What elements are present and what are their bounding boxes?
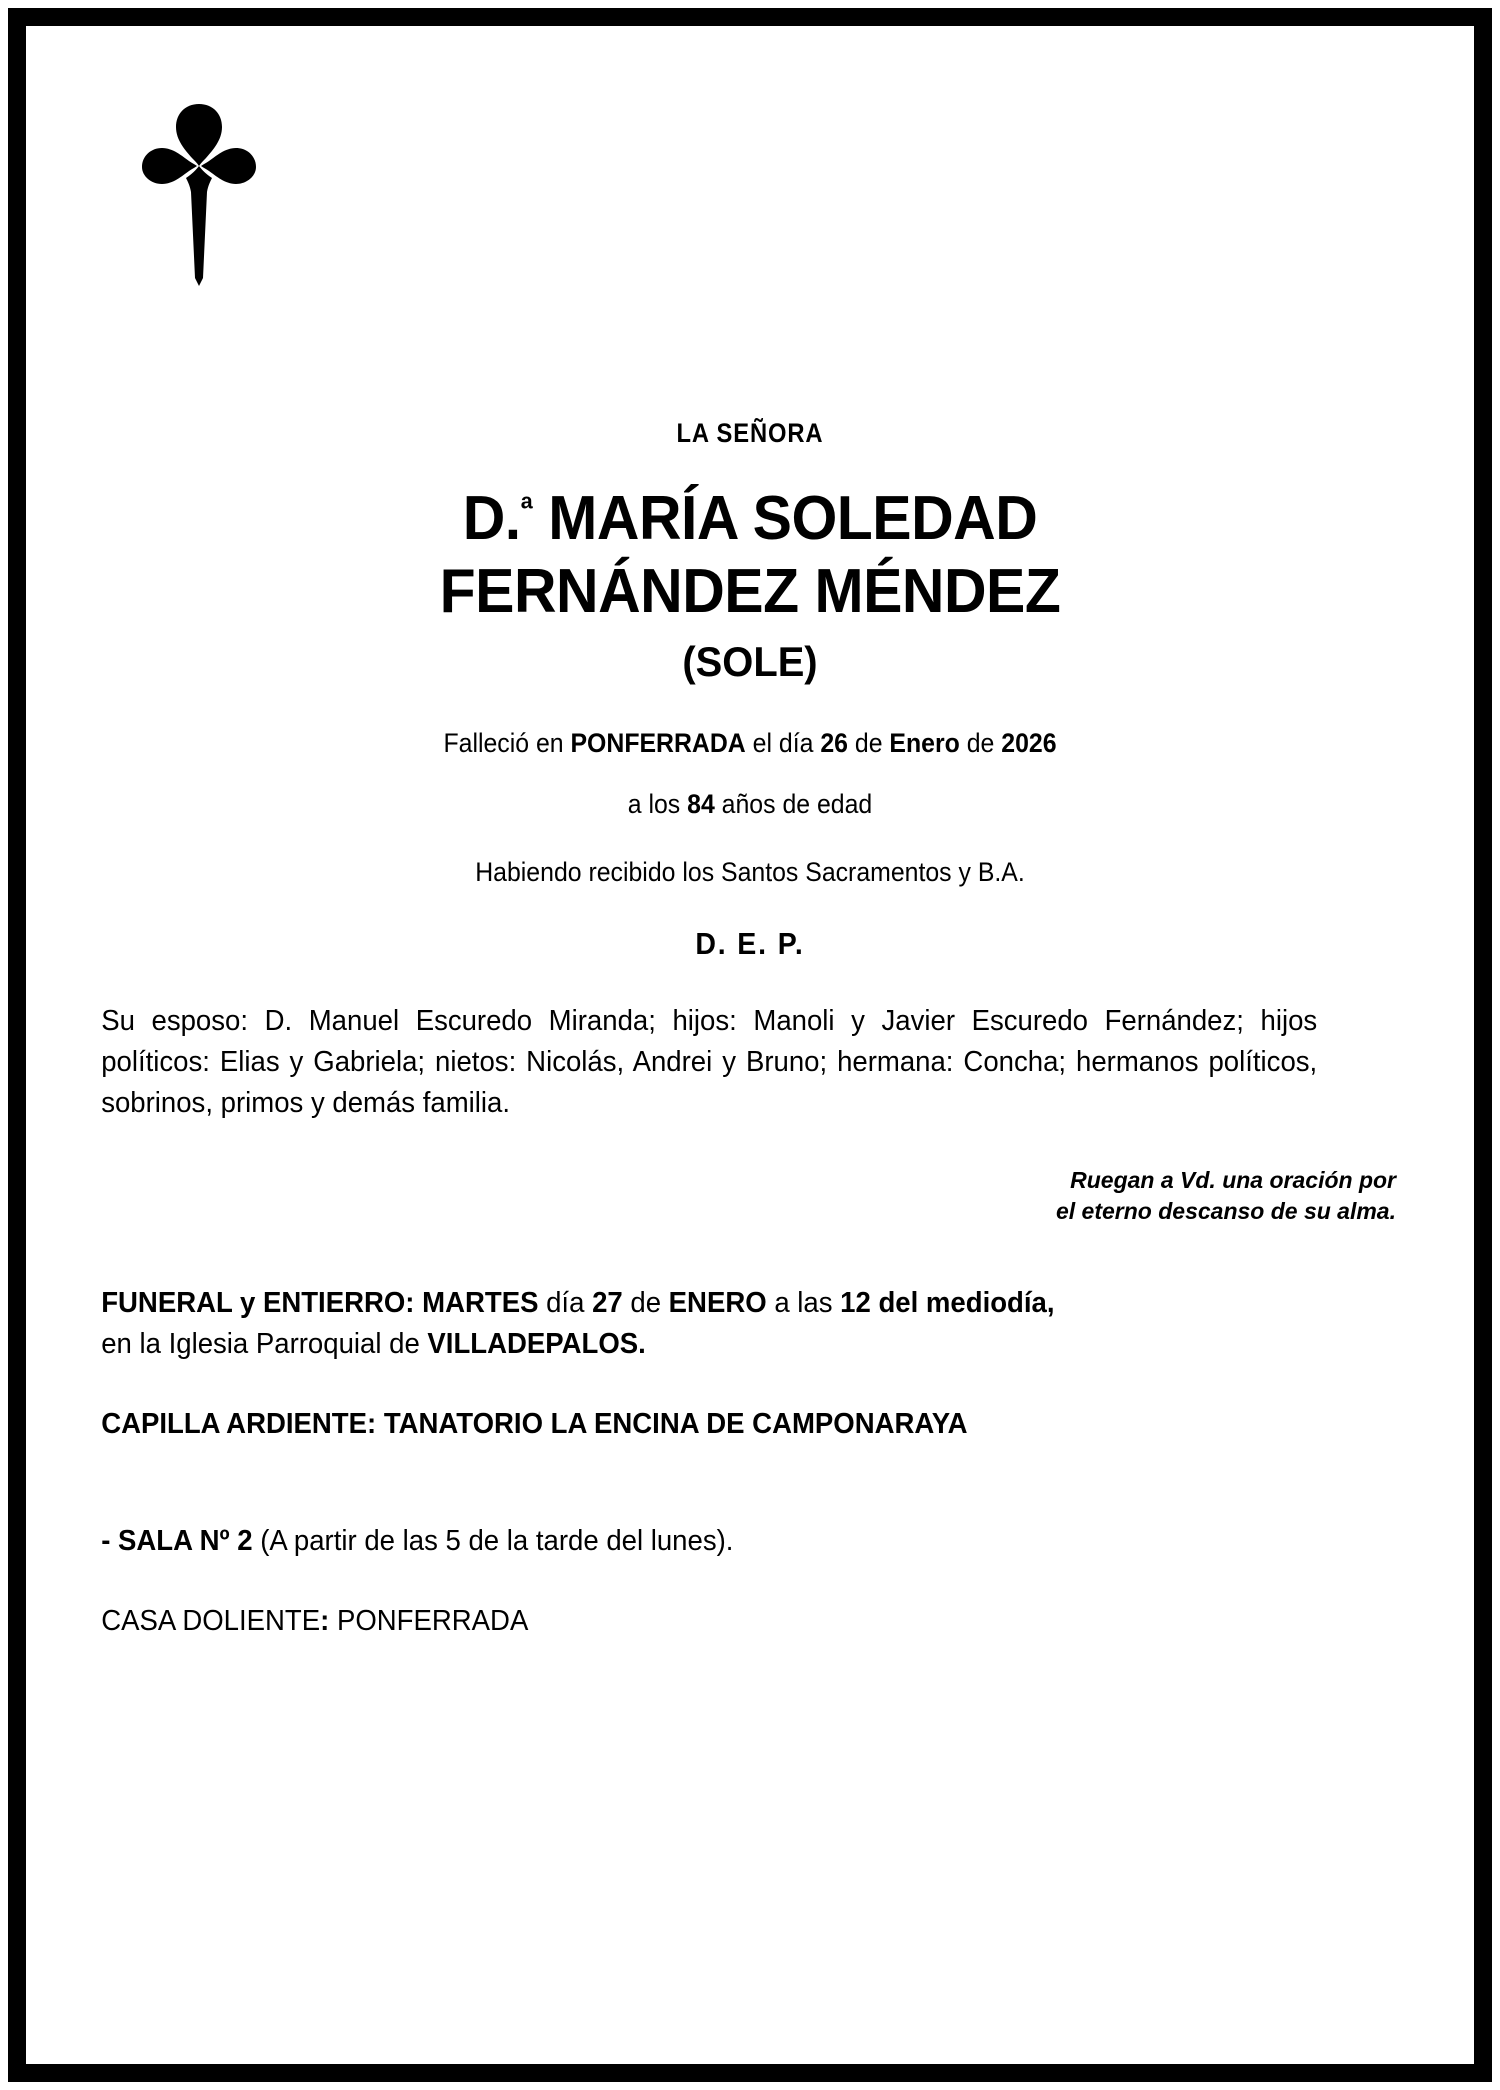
funeral-month: ENERO xyxy=(668,1287,767,1320)
age-value: 84 xyxy=(687,789,715,820)
page-border-frame xyxy=(8,8,1492,2082)
rip-abbreviation: D. E. P. xyxy=(695,926,805,962)
funeral-time: 12 del mediodía, xyxy=(840,1287,1055,1320)
title-abbrev: D. xyxy=(462,484,521,553)
death-month: Enero xyxy=(889,728,960,759)
deceased-name-line-1 xyxy=(119,483,1381,556)
room-note: (A partir de las 5 de la tarde del lunes). xyxy=(252,1524,734,1557)
funeral-details xyxy=(86,1227,1348,1364)
honorific-label: LA SEÑORA xyxy=(676,418,824,448)
death-mid-2: de xyxy=(847,728,890,759)
prayer-request xyxy=(86,1125,1414,1228)
room-dash: - xyxy=(101,1524,118,1557)
mourning-house-separator: : xyxy=(320,1605,337,1638)
mourning-house-details xyxy=(86,1561,1348,1642)
funeral-at: a las xyxy=(766,1287,841,1320)
death-place: PONFERRADA xyxy=(570,728,746,759)
funeral-day: 27 xyxy=(592,1287,623,1320)
funeral-location: VILLADEPALOS. xyxy=(427,1327,646,1360)
death-prefix: Falleció en xyxy=(443,728,571,759)
mourning-house-place: PONFERRADA xyxy=(336,1605,529,1638)
deceased-nickname: (SOLE) xyxy=(682,638,818,686)
room-details xyxy=(86,1445,1348,1562)
funeral-of: de xyxy=(622,1287,669,1320)
age-prefix: a los xyxy=(627,789,688,820)
family-paragraph: Su esposo: D. Manuel Escuredo Miranda; hijos: Manoli y Javier Escuredo Fernández; hijos políticos: Elias y Gabriela; nietos: Nicolás, Andrei y Bruno; hermana: Concha; hermanos políticos, sobrinos, primos y demás familia. xyxy=(101,1005,1318,1120)
prayer-line-1: Ruegan a Vd. una oración por xyxy=(1070,1166,1396,1193)
mourning-house-label: CASA DOLIENTE xyxy=(101,1605,321,1638)
esquela-content xyxy=(26,26,1474,2064)
funeral-label: FUNERAL y ENTIERRO: MARTES xyxy=(101,1287,539,1320)
funeral-day-word: día xyxy=(538,1287,593,1320)
age-line xyxy=(139,759,1361,820)
wake-details: CAPILLA ARDIENTE: TANATORIO LA ENCINA DE CAMPONARAYA xyxy=(101,1408,968,1441)
title-ordinal: ª xyxy=(520,490,533,529)
given-names: MARÍA SOLEDAD xyxy=(548,484,1038,553)
death-details xyxy=(139,686,1361,759)
sacraments-line: Habiendo recibido los Santos Sacramentos y B.A. xyxy=(475,857,1025,888)
death-day: 26 xyxy=(820,728,848,759)
funeral-location-prefix: en la Iglesia Parroquial de xyxy=(101,1327,428,1360)
death-mid-1: el día xyxy=(745,728,821,759)
death-mid-3: de xyxy=(959,728,1002,759)
room-label: SALA Nº 2 xyxy=(117,1524,253,1557)
prayer-line-2: el eterno descanso de su alma. xyxy=(1055,1197,1396,1224)
deceased-name-line-2: FERNÁNDEZ MÉNDEZ xyxy=(439,556,1061,626)
death-year: 2026 xyxy=(1001,728,1057,759)
age-suffix: años de edad xyxy=(714,789,873,820)
deceased-name xyxy=(119,449,1381,628)
